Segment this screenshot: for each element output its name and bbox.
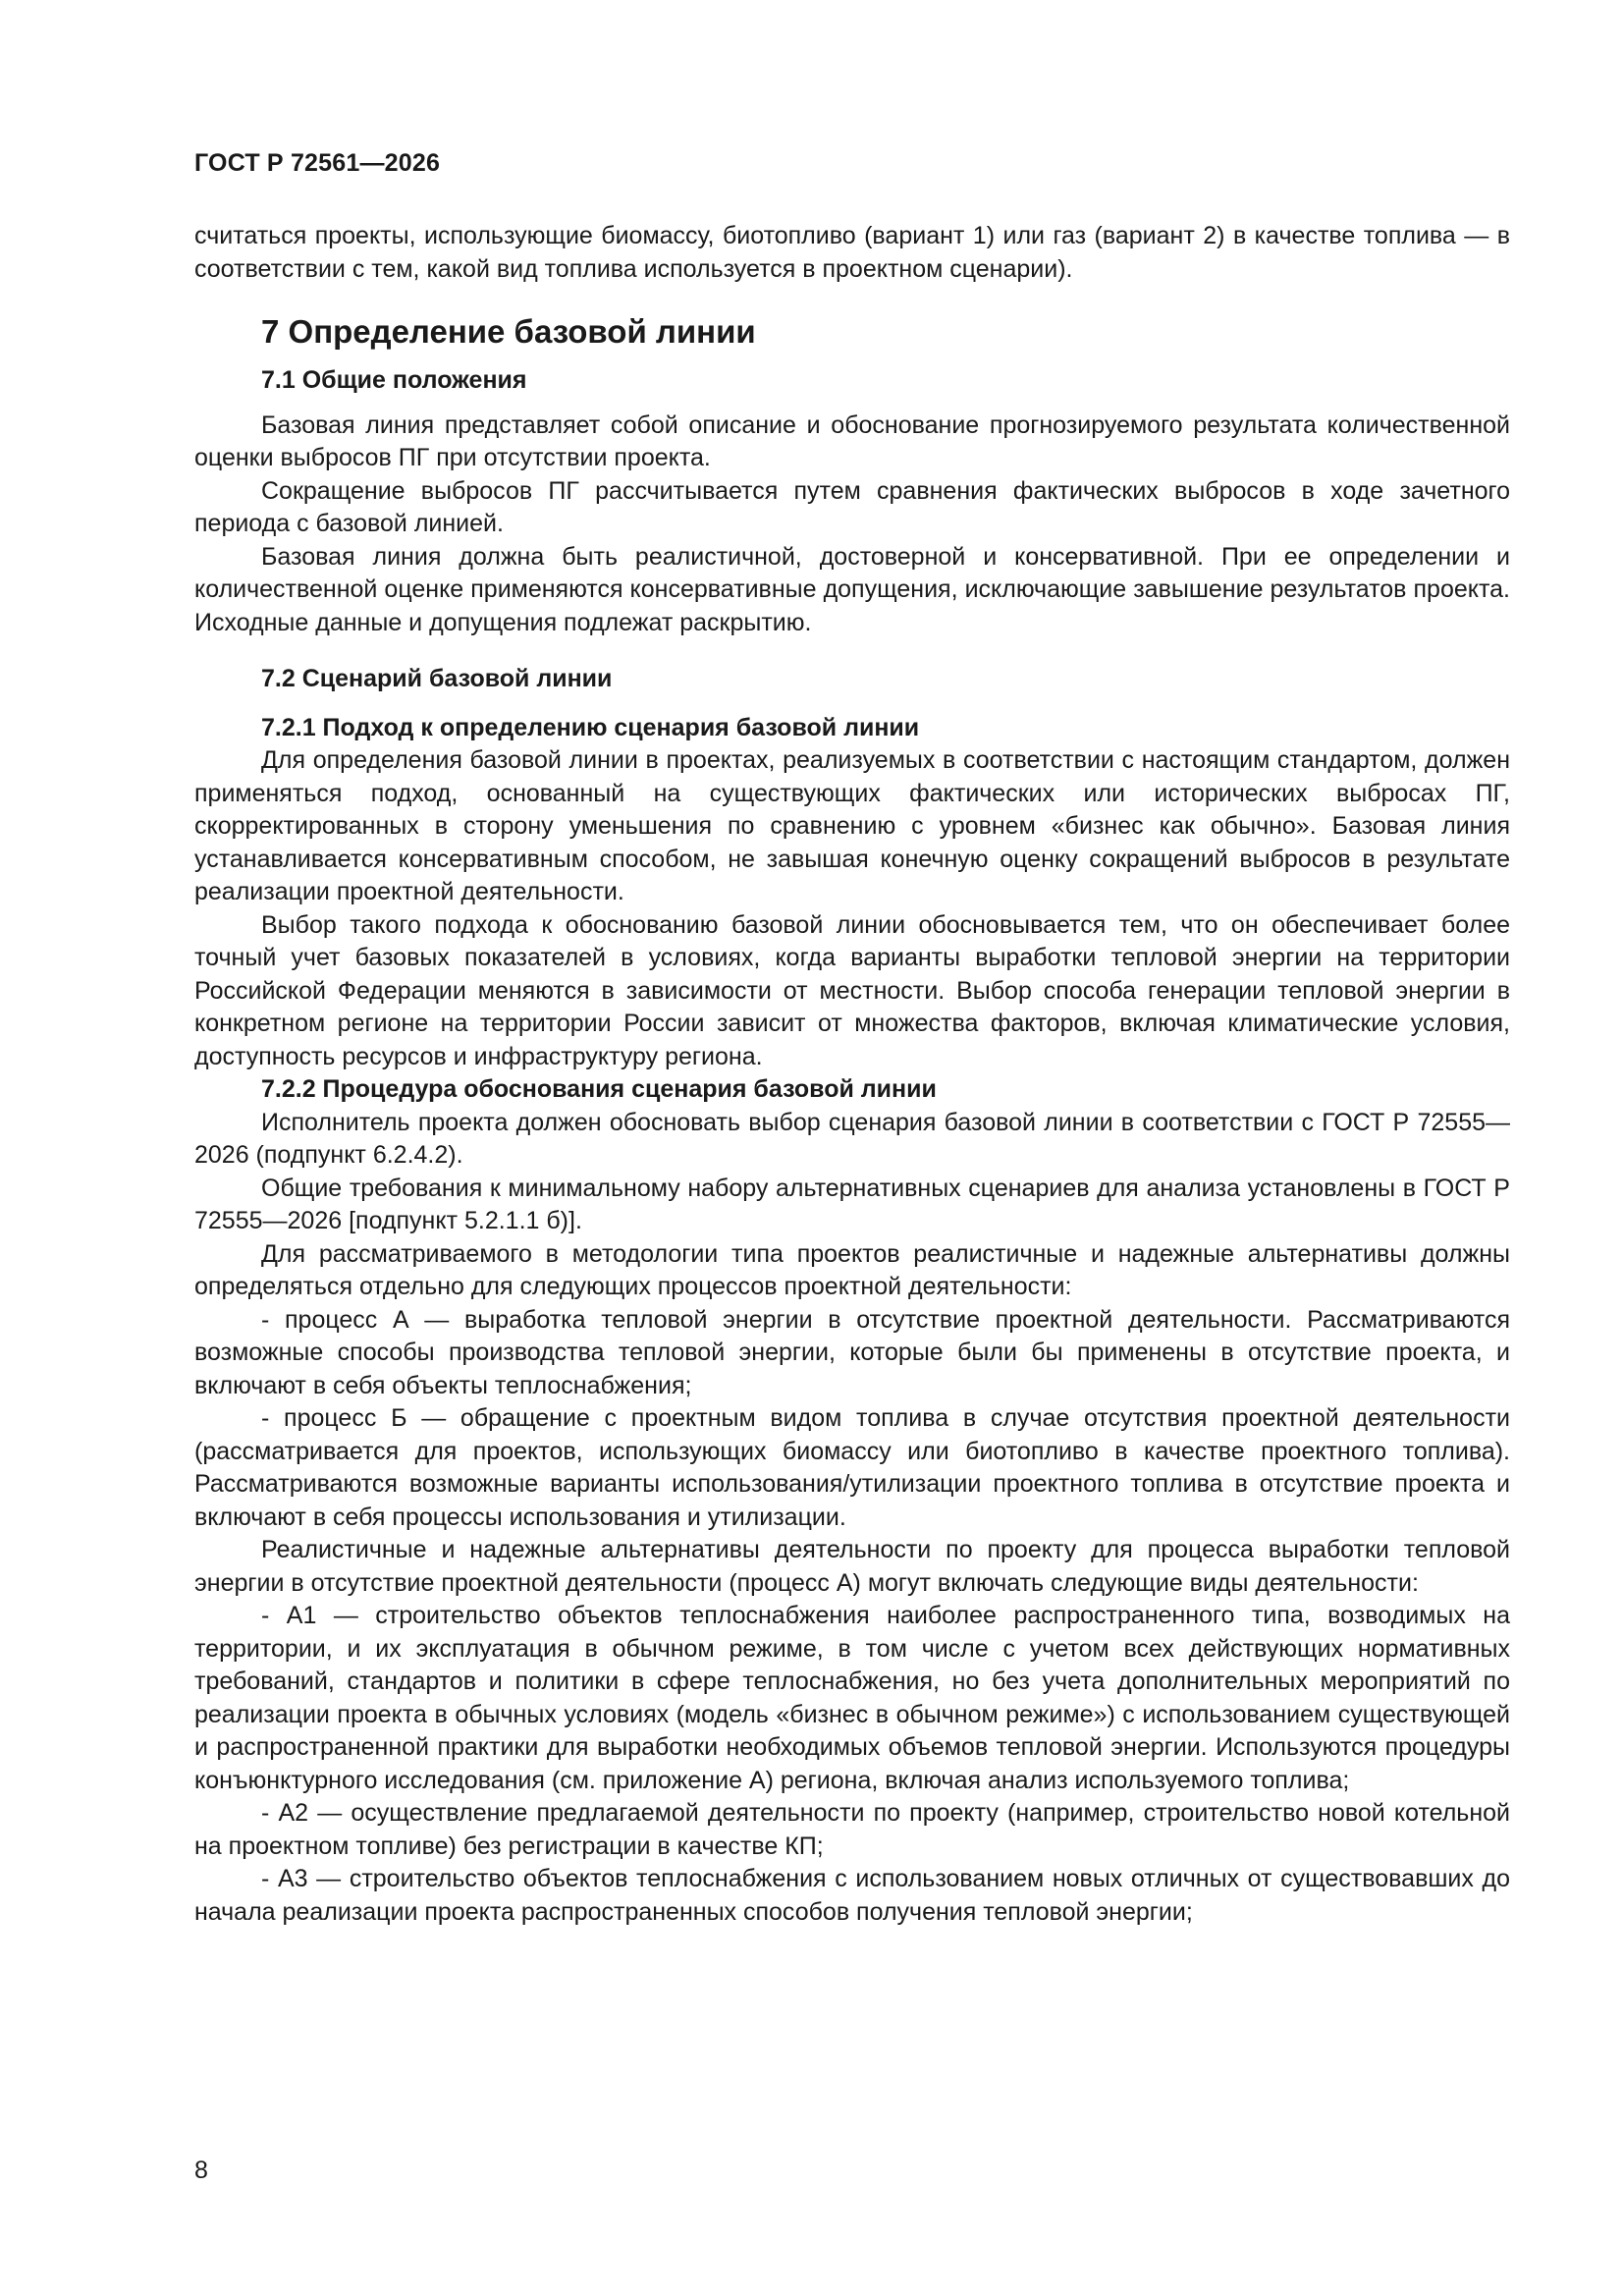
list-item-process-a: - процесс А — выработка тепловой энергии в отсутствие проектной деятельности. Рассматриваются возможные способы производства тепловой энергии, которые были бы применены в отсутствие проекта, и включают в себя объекты теплоснабжения; [194, 1305, 1510, 1399]
list-item-a2: - А2 — осуществление предлагаемой деятельности по проекту (например, строительство новой котельной на проектном топливе) без регистрации в качестве КП; [194, 1799, 1510, 1860]
document-body [194, 220, 1510, 1929]
section-7-1-paragraph-1: Базовая линия представляет собой описание и обоснование прогнозируемого результата количественной оценки выбросов ПГ при отсутствии проекта. [194, 410, 1510, 471]
list-item-a1: - А1 — строительство объектов теплоснабжения наиболее распространенного типа, возводимых на территории, и их эксплуатация в обычном режиме, в том числе с учетом всех действующих нормативных требований, стандартов и политики в сфере теплоснабжения, но без учета дополнительных мероприятий по реализации проекта в обычных условиях (модель «бизнес в обычном режиме») с использованием существующей и распространенной практики для выработки необходимых объемов тепловой энергии. Используются процедуры конъюнктурного исследования (см. приложение А) региона, включая анализ используемого топлива; [194, 1602, 1510, 1794]
section-7-heading: 7 Определение базовой линии [261, 313, 756, 350]
section-7-1-paragraph-3: Базовая линия должна быть реалистичной, достоверной и консервативной. При ее определении и количественной оценке применяются консервативные допущения, исключающие завышение результатов проекта. Исходные данные и допущения подлежат раскрытию. [194, 542, 1510, 636]
section-7-2-2-paragraph-1: Исполнитель проекта должен обосновать выбор сценария базовой линии в соответствии с ГОСТ Р 72555—2026 (подпункт 6.2.4.2). [194, 1108, 1510, 1169]
page-number: 8 [194, 2157, 208, 2184]
section-7-1-heading: 7.1 Общие положения [261, 366, 527, 394]
document-code-header: ГОСТ Р 72561—2026 [194, 149, 441, 177]
section-7-2-2-paragraph-6: Реалистичные и надежные альтернативы деятельности по проекту для процесса выработки тепловой энергии в отсутствие проектной деятельности (процесс А) могут включать следующие виды деятельности: [194, 1536, 1510, 1597]
section-7-2-1-paragraph-2: Выбор такого подхода к обоснованию базовой линии обосновывается тем, что он обеспечивает более точный учет базовых показателей в условиях, когда варианты выработки тепловой энергии на территории Российской Федерации меняются в зависимости от местности. Выбор способа генерации тепловой энергии в конкретном регионе на территории России зависит от множества факторов, включая климатические условия, доступность ресурсов и инфраструктуру региона. [194, 910, 1510, 1070]
section-7-2-1-paragraph-1: Для определения базовой линии в проектах, реализуемых в соответствии с настоящим стандартом, должен применяться подход, основанный на существующих фактических или исторических выбросах ПГ, скорректированных в сторону уменьшения по сравнению с уровнем «бизнес как обычно». Базовая линия устанавливается консервативным способом, не завышая конечную оценку сокращений выбросов в результате реализации проектной деятельности. [194, 746, 1510, 905]
section-7-2-2-heading: 7.2.2 Процедура обоснования сценария базовой линии [261, 1075, 937, 1103]
section-7-2-1-heading: 7.2.1 Подход к определению сценария базовой линии [261, 713, 920, 741]
section-7-1-paragraph-2: Сокращение выбросов ПГ рассчитывается путем сравнения фактических выбросов в ходе зачетного периода с базовой линией. [194, 476, 1510, 537]
section-7-2-2-paragraph-2: Общие требования к минимальному набору альтернативных сценариев для анализа установлены в ГОСТ Р 72555—2026 [подпункт 5.2.1.1 б)]. [194, 1174, 1510, 1234]
section-7-2-heading: 7.2 Сценарий базовой линии [261, 665, 613, 692]
intro-paragraph: считаться проекты, использующие биомассу, биотопливо (вариант 1) или газ (вариант 2) в качестве топлива — в соответствии с тем, какой вид топлива используется в проектном сценарии). [194, 222, 1510, 283]
list-item-process-b: - процесс Б — обращение с проектным видом топлива в случае отсутствия проектной деятельности (рассматривается для проектов, использующих биомассу или биотопливо в качестве проектного топлива). Рассматриваются возможные варианты использования/утилизации проектного топлива в отсутствие проекта и включают в себя процессы использования и утилизации. [194, 1404, 1510, 1531]
section-7-2-2-paragraph-3: Для рассматриваемого в методологии типа проектов реалистичные и надежные альтернативы должны определяться отдельно для следующих процессов проектной деятельности: [194, 1239, 1510, 1300]
list-item-a3: - А3 — строительство объектов теплоснабжения с использованием новых отличных от существовавших до начала реализации проекта распространенных способов получения тепловой энергии; [194, 1865, 1510, 1926]
